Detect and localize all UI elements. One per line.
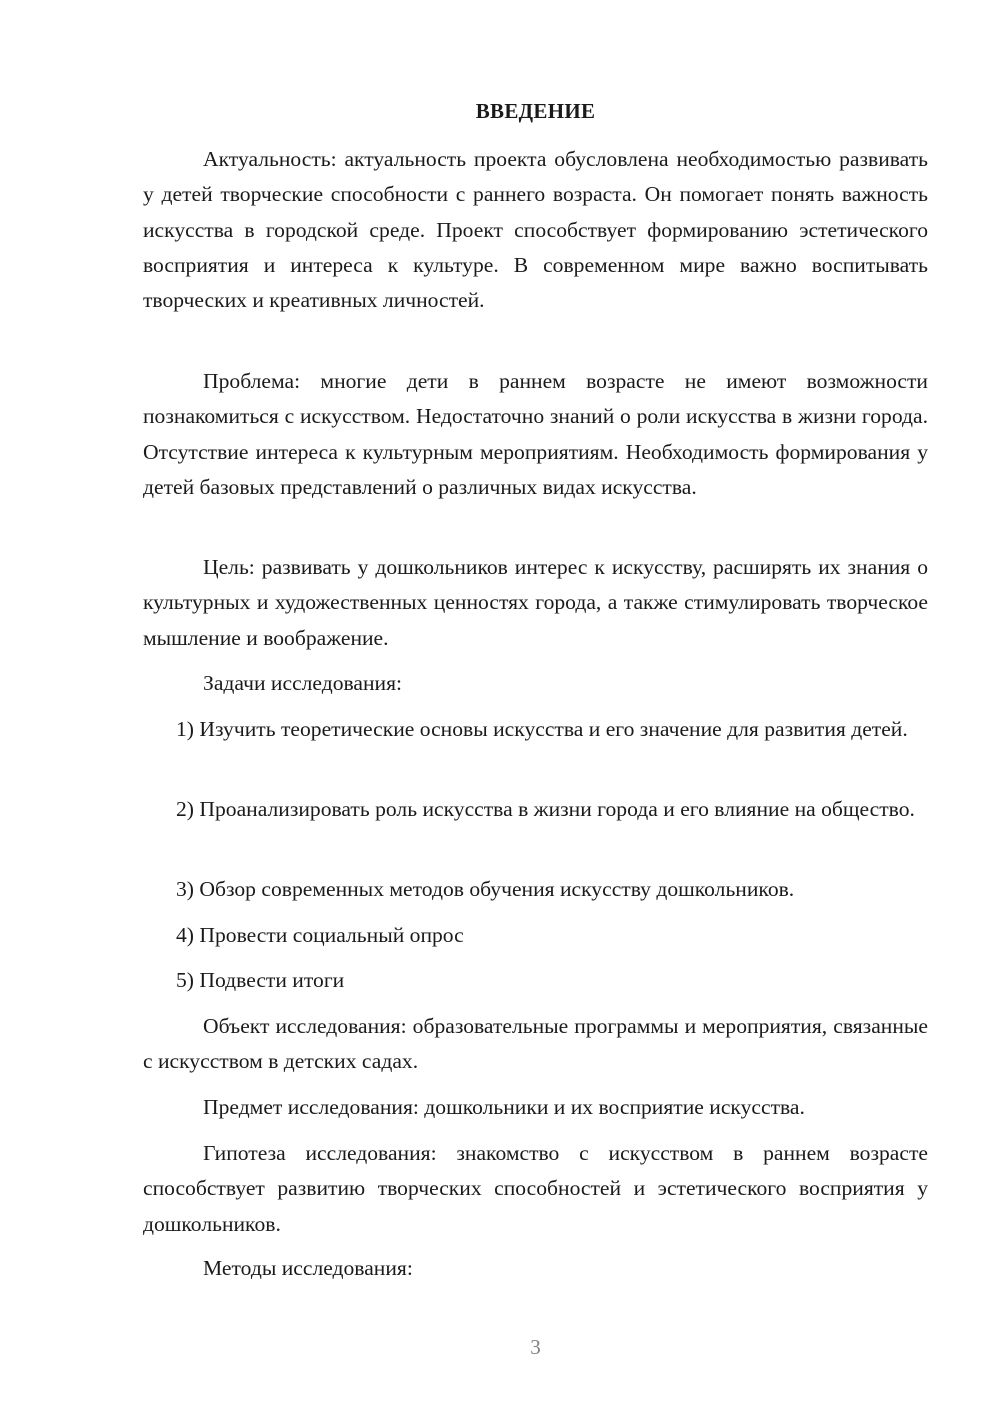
task-item-4: 4) Провести социальный опрос bbox=[176, 923, 464, 947]
goal-paragraph: Цель: развивать у дошкольников интерес к искусству, расширять их знания о культурных и художественных ценностях города, а также стимулировать творческое мышление и воображение. bbox=[143, 555, 928, 650]
methods-heading: Методы исследования: bbox=[203, 1256, 413, 1280]
hypothesis-paragraph: Гипотеза исследования: знакомство с искусством в раннем возрасте способствует развитию творческих способностей и эстетического восприятия у дошкольников. bbox=[143, 1141, 928, 1236]
task-item-3: 3) Обзор современных методов обучения искусству дошкольников. bbox=[176, 877, 795, 901]
problem-paragraph: Проблема: многие дети в раннем возрасте не имеют возможности познакомиться с искусством. Недостаточно знаний о роли искусства в жизни города. Отсутствие интереса к культурным мероприятиям. Необходимость формирования у детей базовых представлений о различных видах искусства. bbox=[143, 369, 928, 499]
page-title: ВВЕДЕНИЕ bbox=[475, 99, 596, 123]
tasks-heading: Задачи исследования: bbox=[203, 671, 403, 695]
task-item-5: 5) Подвести итоги bbox=[176, 968, 345, 992]
object-paragraph: Объект исследования: образовательные программы и мероприятия, связанные с искусством в детских садах. bbox=[143, 1014, 928, 1074]
task-item-1: 1) Изучить теоретические основы искусства и его значение для развития детей. bbox=[176, 717, 908, 741]
relevance-paragraph: Актуальность: актуальность проекта обусловлена необходимостью развивать у детей творческие способности с раннего возраста. Он помогает понять важность искусства в городской среде. Проект способствует формированию эстетического восприятия и интереса к культуре. В современном мире важно воспитывать творческих и креативных личностей. bbox=[143, 147, 928, 313]
subject-paragraph: Предмет исследования: дошкольники и их восприятие искусства. bbox=[203, 1095, 805, 1119]
page-number: 3 bbox=[530, 1335, 541, 1359]
task-item-2: 2) Проанализировать роль искусства в жизни города и его влияние на общество. bbox=[176, 797, 915, 821]
document-page bbox=[143, 0, 928, 1414]
